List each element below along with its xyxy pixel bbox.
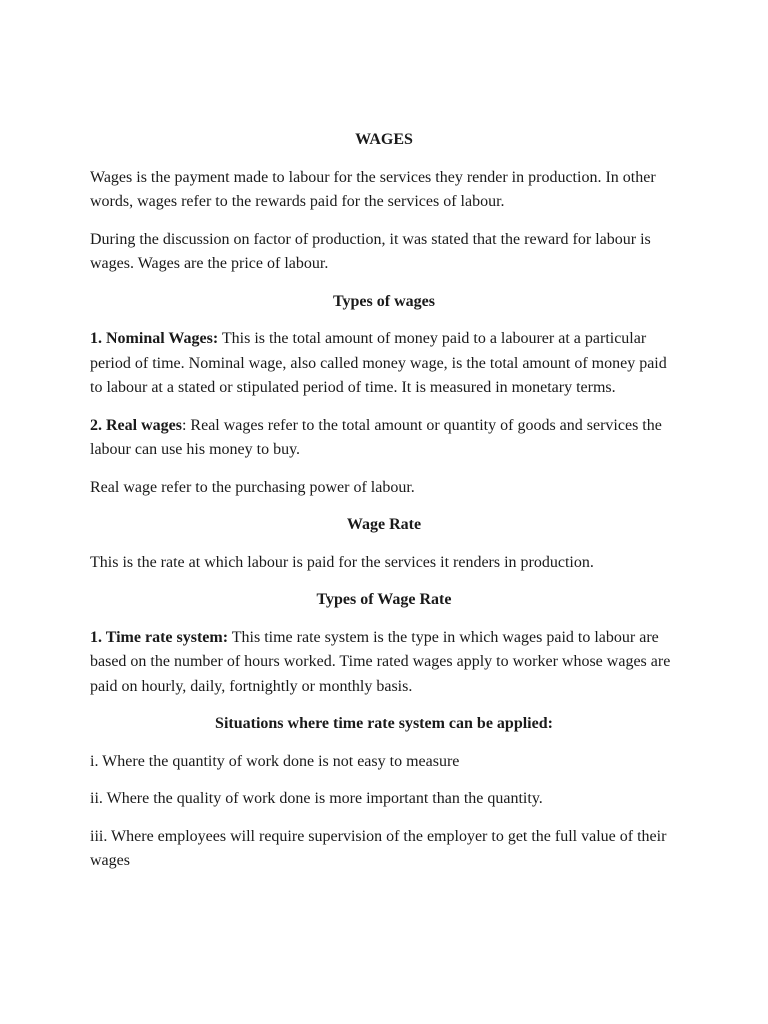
situations-heading: Situations where time rate system can be applied: <box>215 715 553 732</box>
nominal-wages-text: This is the total amount of money paid to a labourer at a particular period of time. Nominal wage, also called money wage, is the total amount of money paid to labour at a stated or stipulated period of time. It is measured in monetary terms. <box>90 330 667 396</box>
types-of-wage-rate-heading: Types of Wage Rate <box>316 591 452 608</box>
time-rate-label: 1. Time rate system: <box>90 628 229 646</box>
situation-item-2: ii. Where the quality of work done is more important than the quantity. <box>90 790 543 807</box>
time-rate-text: This time rate system is the type in which wages paid to labour are based on the number of hours worked. Time rated wages apply to worker whose wages are paid on hourly, daily, fortnightly or monthly basis. <box>90 628 671 695</box>
real-wages-label: 2. Real wages <box>90 416 182 434</box>
nominal-wages-paragraph <box>90 327 678 401</box>
page-title: WAGES <box>355 131 413 148</box>
intro-paragraph-2: During the discussion on factor of production, it was stated that the reward for labour is wages. Wages are the price of labour. <box>90 230 651 272</box>
types-of-wages-heading: Types of wages <box>333 292 435 310</box>
situation-item-1: i. Where the quantity of work done is not easy to measure <box>90 752 460 770</box>
real-wages-text: : Real wages refer to the total amount or quantity of goods and services the labour can use his money to buy. <box>90 416 662 458</box>
real-wages-paragraph <box>90 414 678 463</box>
document-page <box>90 128 678 887</box>
wage-rate-paragraph: This is the rate at which labour is paid for the services it renders in production. <box>90 553 594 571</box>
real-wage-note: Real wage refer to the purchasing power of labour. <box>90 478 415 496</box>
intro-paragraph-1: Wages is the payment made to labour for the services they render in production. In other words, wages refer to the rewards paid for the services of labour. <box>90 168 656 210</box>
time-rate-paragraph <box>90 626 678 700</box>
nominal-wages-label: 1. Nominal Wages: <box>90 330 219 347</box>
wage-rate-heading: Wage Rate <box>346 516 422 533</box>
situation-item-3: iii. Where employees will require supervision of the employer to get the full value of their wages <box>90 827 667 869</box>
